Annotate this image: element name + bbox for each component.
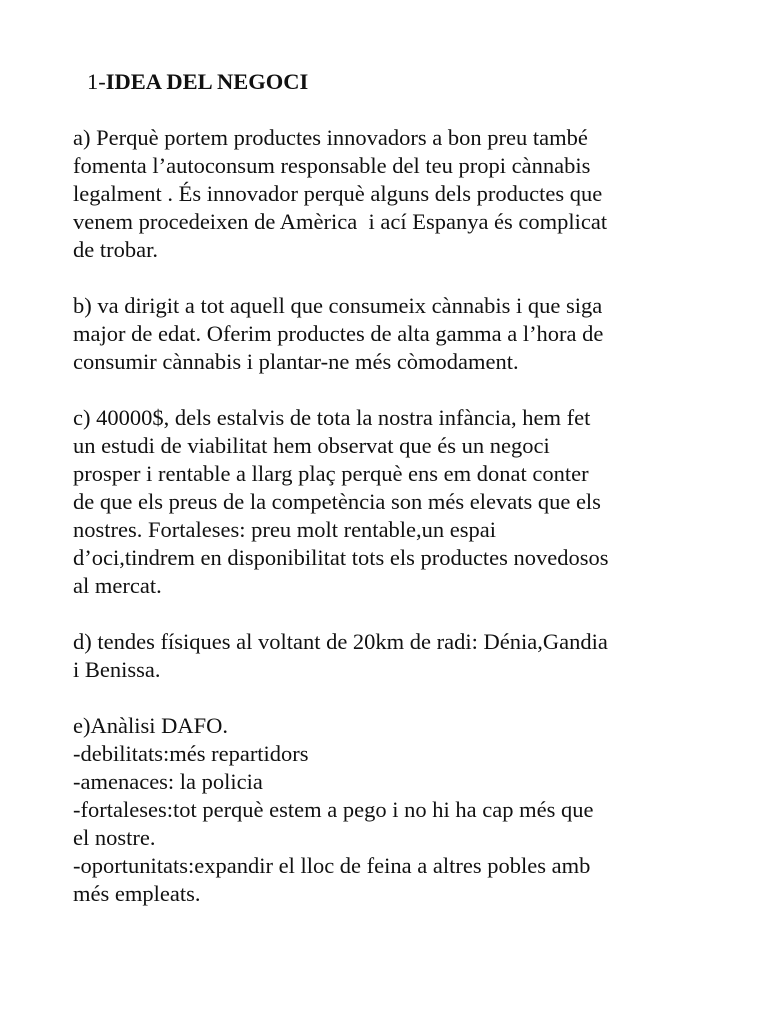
paragraph-b (73, 292, 713, 376)
document-body (73, 68, 713, 908)
list-item: -fortaleses:tot perquè estem a pego i no hi ha cap més que (73, 797, 594, 822)
text-line: de trobar. (73, 237, 158, 262)
text-line: b) va dirigit a tot aquell que consumeix cànnabis i que siga (73, 293, 603, 318)
list-heading: e)Anàlisi DAFO. (73, 713, 228, 738)
paragraph-e-dafo-list (73, 712, 713, 908)
text-line: consumir cànnabis i plantar-ne més còmodament. (73, 349, 519, 374)
paragraph-c (73, 404, 713, 600)
list-item-continuation: més empleats. (73, 881, 201, 906)
list-item-continuation: el nostre. (73, 825, 156, 850)
heading-title: IDEA DEL NEGOCI (105, 69, 309, 94)
text-line: major de edat. Oferim productes de alta gamma a l’hora de (73, 321, 604, 346)
text-line: c) 40000$, dels estalvis de tota la nostra infància, hem fet (73, 405, 591, 430)
text-line: nostres. Fortaleses: preu molt rentable,un espai (73, 517, 497, 542)
text-line: al mercat. (73, 573, 162, 598)
text-line: i Benissa. (73, 657, 161, 682)
list-item: -amenaces: la policia (73, 769, 263, 794)
text-line: venem procedeixen de Amèrica i ací Espanya és complicat (73, 209, 608, 234)
heading-number: 1- (87, 69, 106, 94)
text-line: legalment . És innovador perquè alguns dels productes que (73, 181, 603, 206)
list-item: -oportunitats:expandir el lloc de feina a altres pobles amb (73, 853, 591, 878)
text-line: de que els preus de la competència son més elevats que els (73, 489, 601, 514)
text-line: un estudi de viabilitat hem observat que és un negoci (73, 433, 550, 458)
paragraph-d (73, 628, 713, 684)
section-heading (87, 68, 713, 96)
text-line: prosper i rentable a llarg plaç perquè ens em donat conter (73, 461, 589, 486)
text-line: d) tendes físiques al voltant de 20km de radi: Dénia,Gandia (73, 629, 608, 654)
text-line: fomenta l’autoconsum responsable del teu propi cànnabis (73, 153, 591, 178)
text-line: d’oci,tindrem en disponibilitat tots els productes novedosos (73, 545, 609, 570)
paragraph-a (73, 124, 713, 264)
list-item: -debilitats:més repartidors (73, 741, 309, 766)
text-line: a) Perquè portem productes innovadors a bon preu també (73, 125, 588, 150)
